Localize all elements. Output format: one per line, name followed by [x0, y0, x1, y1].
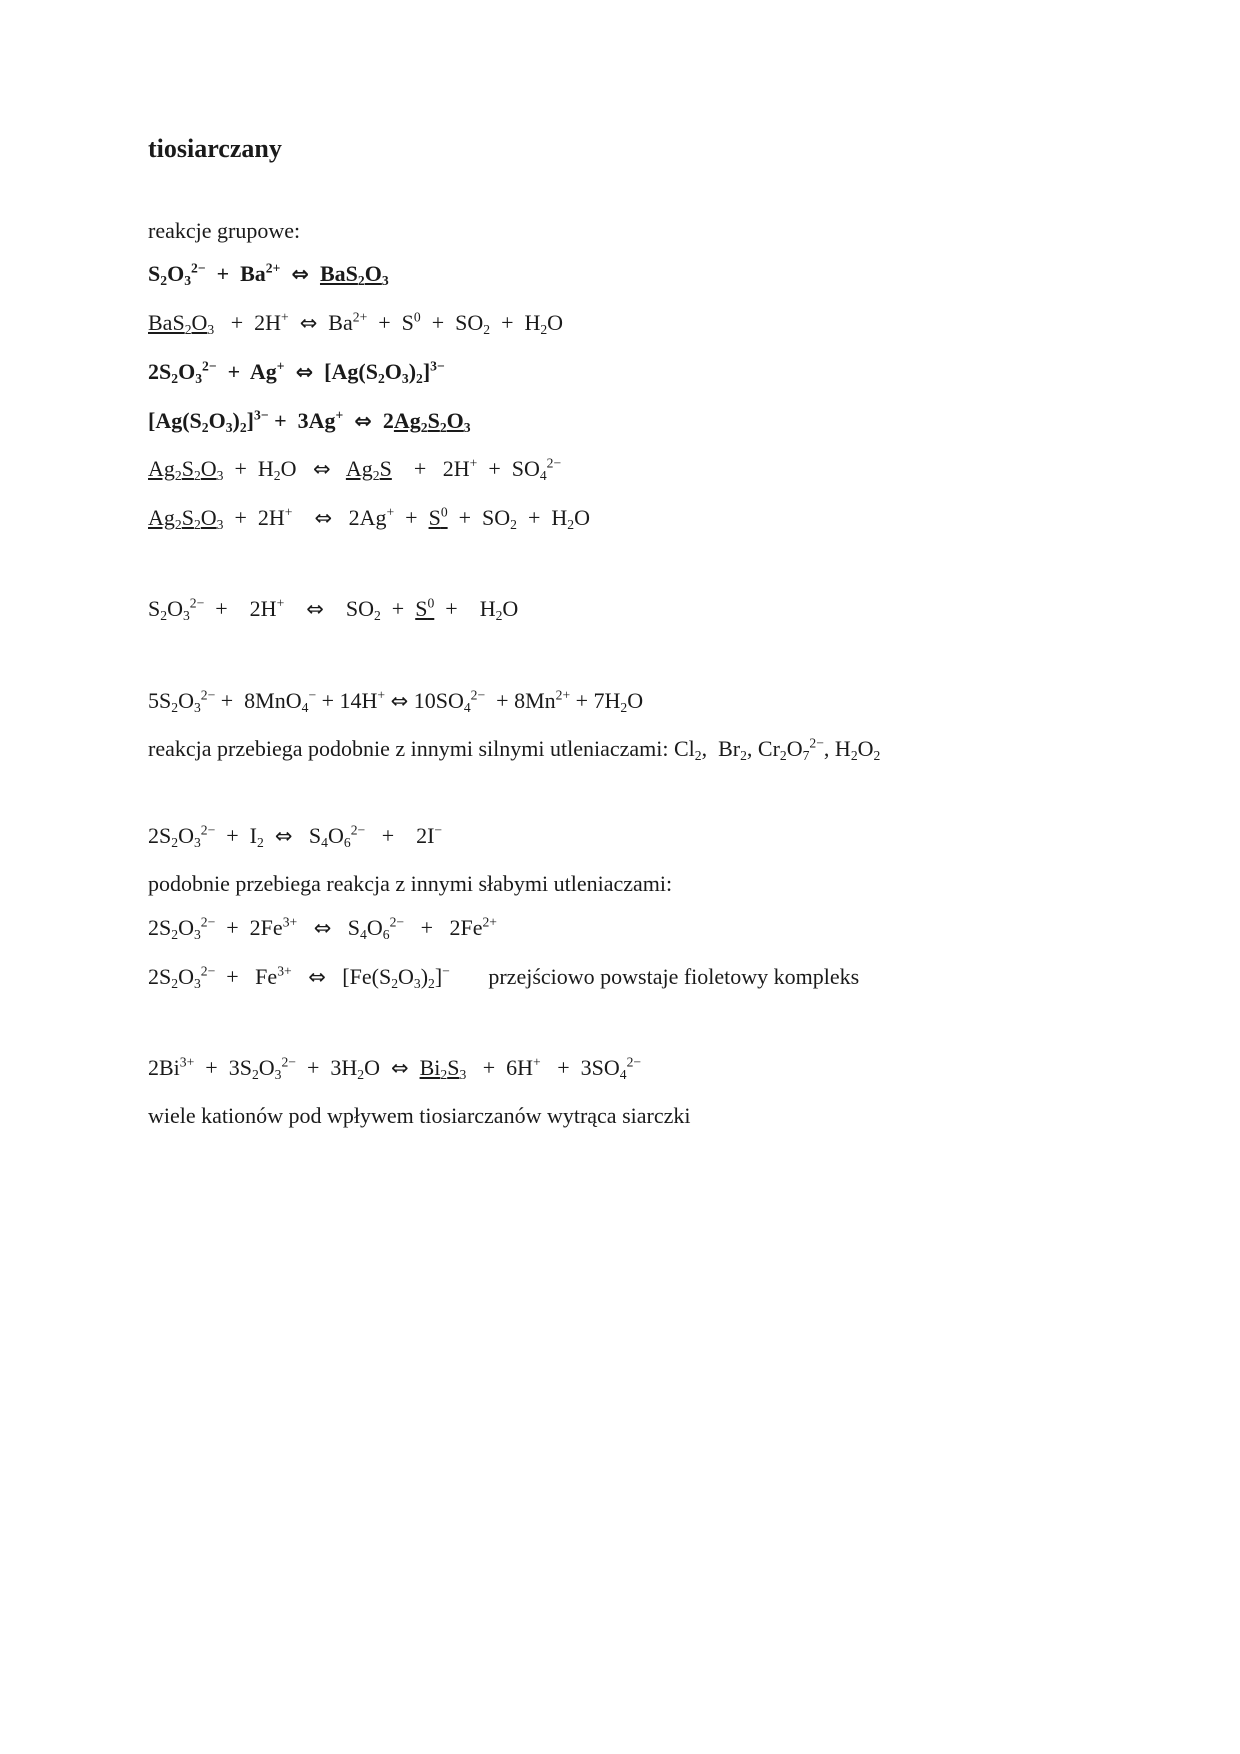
equation-12: $2Bi^{3+} + 3S_2O_3^{2-} + 3H_2O$ ⇔ $Bi_2S_3 + 6H^+ + 3SO_4^{2-}$: [148, 1054, 642, 1083]
page-title: tiosiarczany: [148, 134, 282, 163]
note-strong-oxidizers: reakcja przebiega podobnie z innymi silnymi utleniaczami: $Cl_2$, $Br_2$, $Cr_2O_7^{2-}$, $H_2O_2$: [148, 735, 881, 764]
note-strong-oxidizers-text: reakcja przebiega podobnie z innymi silnymi utleniaczami:: [148, 736, 669, 761]
note-cations: wiele kationów pod wpływem tiosiarczanów wytrąca siarczki: [148, 1103, 691, 1128]
equation-4: $[Ag(S_2O_3)_2]^{3-} + 3Ag^+$ ⇔ $2Ag_2S_2O_3$: [148, 407, 471, 436]
equation-1: $S_2O_3^{2-} + Ba^{2+}$ ⇔ $BaS_2O_3$: [148, 260, 389, 289]
note-weak-oxidizers: podobnie przebiega reakcja z innymi słabymi utleniaczami:: [148, 871, 673, 896]
equation-8: $5S_2O_3^{2-} + 8MnO_4^- + 14H^+$ ⇔ $10SO_4^{2-} + 8Mn^{2+} + 7H_2O$: [148, 687, 644, 716]
equation-5: $Ag_2S_2O_3 + H_2O$ ⇔ $Ag_2S$ + $2H^+ + SO_4^{2-}$: [148, 455, 562, 484]
equation-11: $2S_2O_3^{2-} + Fe^{3+}$ ⇔ $[Fe(S_2O_3)_2]^-$ przejściowo powstaje fioletowy kompleks: [148, 963, 860, 992]
equation-3: $2S_2O_3^{2-} + Ag^+$ ⇔ $[Ag(S_2O_3)_2]^{3-}$: [148, 358, 445, 387]
section-intro: reakcje grupowe:: [148, 218, 301, 243]
equation-9: $2S_2O_3^{2-} + I_2$ ⇔ $S_4O_6^{2-}$ + 2I−: [148, 822, 443, 851]
equation-10: $2S_2O_3^{2-} + 2Fe^{3+}$ ⇔ $S_4O_6^{2-} + 2Fe^{2+}$: [148, 914, 497, 943]
note-violet-complex: przejściowo powstaje fioletowy kompleks: [488, 964, 860, 989]
equation-7: $S_2O_3^{2-}$ + 2H+ ⇔ $SO_2 + S^0$ + $H_2O$: [148, 595, 519, 624]
equation-2: $BaS_2O_3 + 2H^+$ ⇔ $Ba^{2+} + S^0 + SO_2 + H_2O$: [148, 309, 564, 338]
equation-6: $Ag_2S_2O_3 + 2H^+$ ⇔ $2Ag^+ + S^0 + SO_2 + H_2O$: [148, 504, 590, 533]
